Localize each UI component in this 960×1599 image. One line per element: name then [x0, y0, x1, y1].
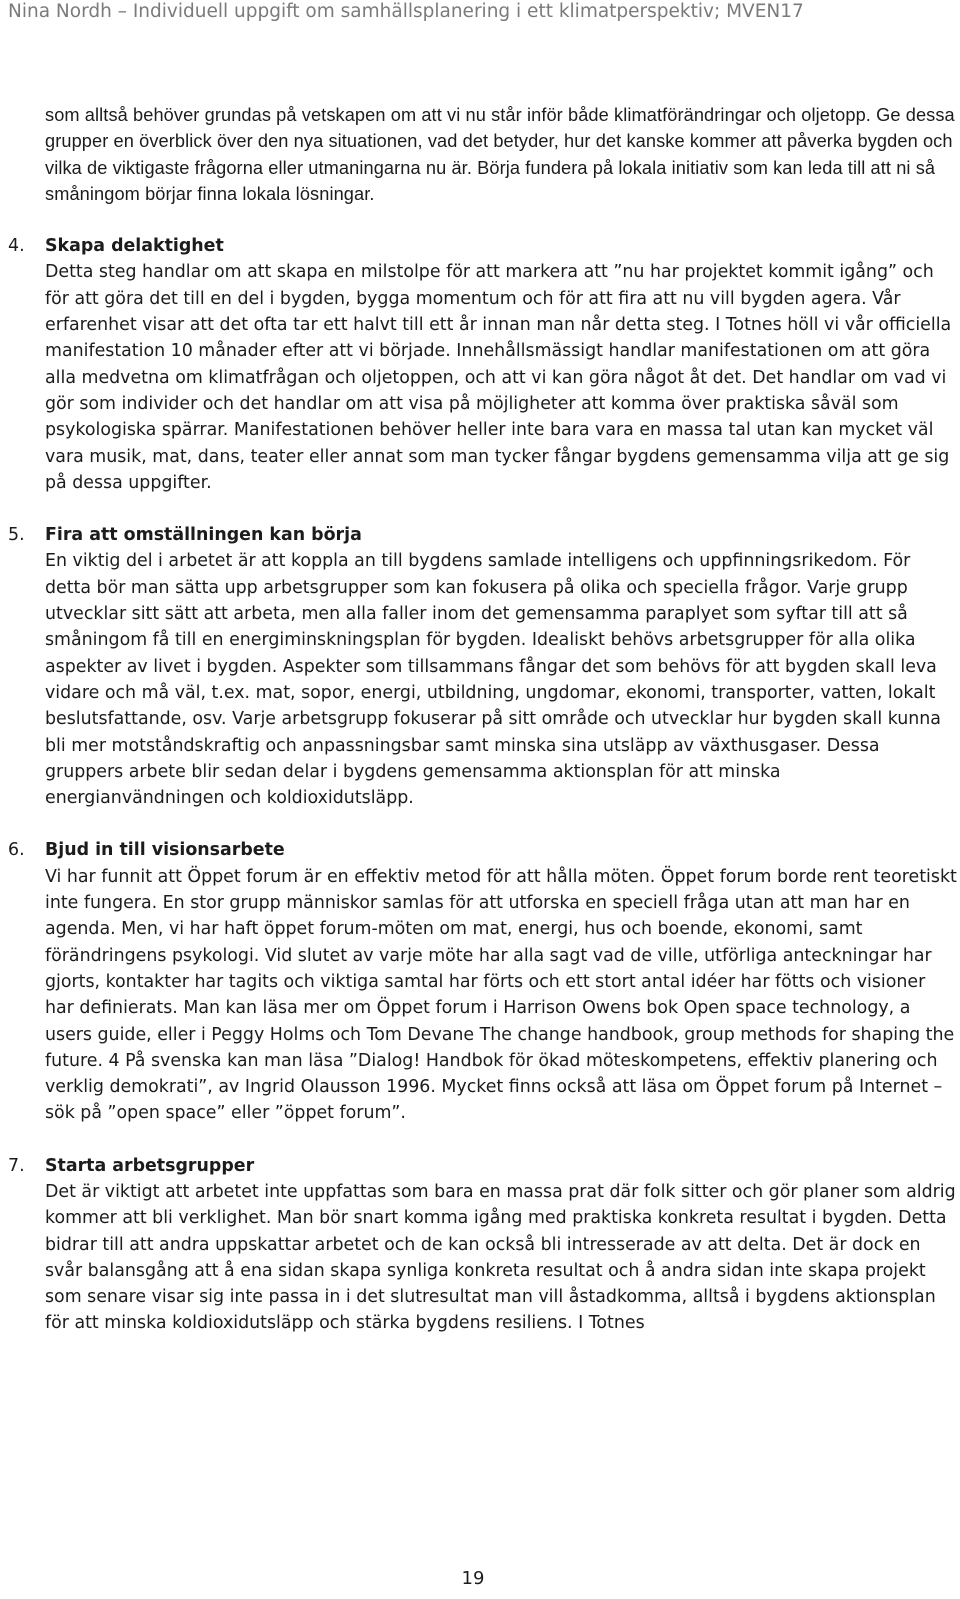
list-item-heading: Starta arbetsgrupper [45, 1155, 255, 1176]
list-item-4 [8, 233, 957, 496]
list-item-heading: Skapa delaktighet [45, 236, 224, 257]
list-item-number: 7. [8, 1155, 25, 1176]
page-number: 19 [461, 1568, 485, 1589]
list-item-text: Vi har funnit att Öppet forum är en effektiv metod för att hålla möten. Öppet forum borde rent teoretiskt inte fungera. En stor grupp människor samlas för att utforska en speciell fråga utan att man har en agenda. Men, vi har haft öppet forum-möten om mat, energi, hus och boende, ekonomi, samt förändringens psykologi. Vid slutet av varje möte har alla sagt vad de ville, utförliga anteckningar har gjorts, kontakter har tagits och viktiga samtal har förts och ett stort antal idéer har fötts och visioner har definierats. Man kan läsa mer om Öppet forum i Harrison Owens bok Open space technology, a users guide, eller i Peggy Holms och Tom Devane The change handbook, group methods for shaping the future. 4 På svenska kan man läsa ”Dialog! Handbok för ökad möteskompetens, effektiv planering och verklig demokrati”, av Ingrid Olausson 1996. Mycket finns också att läsa om Öppet forum på Internet – sök på ”open space” eller ”öppet forum”. [45, 866, 957, 1124]
running-header: Nina Nordh – Individuell uppgift om samhällsplanering i ett klimatperspektiv; MVEN17 [8, 1, 804, 22]
intro-paragraph: som alltså behöver grundas på vetskapen om att vi nu står inför både klimatförändringar och oljetopp. Ge dessa grupper en överblick över den nya situationen, vad det betyder, hur det kanske kommer att påverka bygden och vilka de viktigaste frågorna eller utmaningarna nu är. Börja fundera på lokala initiativ som kan leda till att ni så småningom börjar finna lokala lösningar. [45, 105, 955, 204]
page-body [8, 102, 957, 1363]
list-item-6 [8, 837, 957, 1126]
list-item-heading: Fira att omställningen kan börja [45, 525, 362, 546]
list-item-number: 4. [8, 236, 25, 257]
list-item-heading: Bjud in till visionsarbete [45, 840, 285, 861]
list-item-text: En viktig del i arbetet är att koppla an till bygdens samlade intelligens och uppfinningsrikedom. För detta bör man sätta upp arbetsgrupper som kan fokusera på olika och speciella frågor. Varje grupp utvecklar sitt sätt att arbeta, men alla faller inom det gemensamma paraplyet som syftar till att så småningom få till en energiminskningsplan för bygden. Idealiskt behövs arbetsgrupper för alla olika aspekter av livet i bygden. Aspekter som tillsammans fångar det som behövs för att bygden skall leva vidare och må väl, t.ex. mat, sopor, energi, utbildning, ungdomar, ekonomi, transporter, vatten, lokalt beslutsfattande, osv. Varje arbetsgrupp fokuserar på sitt område och utvecklar hur bygden skall kunna bli mer motståndskraftig och anpassningsbar samt minska sina utsläpp av växthusgaser. Dessa gruppers arbete blir sedan delar i bygdens gemensamma aktionsplan för att minska energianvändningen och koldioxidutsläpp. [45, 551, 941, 809]
list-item-number: 5. [8, 525, 25, 546]
list-item-5 [8, 522, 957, 811]
list-item-text: Det är viktigt att arbetet inte uppfattas som bara en massa prat där folk sitter och gör planer som aldrig kommer att bli verklighet. Man bör snart komma igång med praktiska konkreta resultat i bygden. Detta bidrar till att andra uppskattar arbetet och de kan också bli intresserade av att delta. Det är dock en svår balansgång att å ena sidan skapa synliga konkreta resultat och å andra sidan inte skapa projekt som senare visar sig inte passa in i det slutresultat man vill åstadkomma, alltså i bygdens aktionsplan för att minska koldioxidutsläpp och stärka bygdens resiliens. I Totnes [45, 1181, 956, 1334]
list-item-text: Detta steg handlar om att skapa en milstolpe för att markera att ”nu har projektet kommit igång” och för att göra det till en del i bygden, bygga momentum och för att fira att nu vill bygden agera. Vår erfarenhet visar att det ofta tar ett halvt till ett år innan man når detta steg. I Totnes höll vi vår officiella manifestation 10 månader efter att vi började. Innehållsmässigt handlar manifestationen om att göra alla medvetna om klimatfrågan och oljetoppen, och att vi kan göra något åt det. Det handlar om vad vi gör som individer och det handlar om att visa på möjligheter att komma över praktiska såväl som psykologiska spärrar. Manifestationen behöver heller inte bara vara en massa tal utan kan mycket väl vara musik, mat, dans, teater eller annat som man tycker fångar bygdens gemensamma vilja att ge sig på dessa uppgifter. [45, 262, 952, 493]
list-item-number: 6. [8, 840, 25, 861]
list-item-7 [8, 1153, 957, 1337]
